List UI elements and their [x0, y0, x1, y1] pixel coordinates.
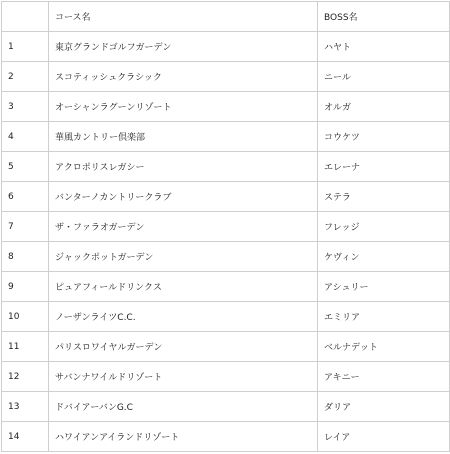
course-boss-table	[1, 1, 450, 452]
course-name: ドバイアーバンG.C	[49, 392, 318, 422]
header-course-name: コース名	[49, 2, 318, 32]
row-number: 5	[2, 152, 49, 182]
boss-name: オルガ	[318, 92, 450, 122]
boss-name: コウケツ	[318, 122, 450, 152]
course-name: オーシャンラグーンリゾート	[49, 92, 318, 122]
row-number: 14	[2, 422, 49, 452]
table-row	[2, 152, 450, 182]
boss-name: エミリア	[318, 302, 450, 332]
table-row	[2, 272, 450, 302]
table-row	[2, 332, 450, 362]
boss-name: ハヤト	[318, 32, 450, 62]
course-name: バンターノカントリークラブ	[49, 182, 318, 212]
table-header-row	[2, 2, 450, 32]
table-row	[2, 182, 450, 212]
course-name: アクロポリスレガシー	[49, 152, 318, 182]
course-name: 華風カントリー倶楽部	[49, 122, 318, 152]
row-number: 8	[2, 242, 49, 272]
boss-name: ケヴィン	[318, 242, 450, 272]
boss-name: アキニー	[318, 362, 450, 392]
course-name: サバンナワイルドリゾート	[49, 362, 318, 392]
row-number: 6	[2, 182, 49, 212]
header-number	[2, 2, 49, 32]
row-number: 13	[2, 392, 49, 422]
table-row	[2, 212, 450, 242]
table-row	[2, 362, 450, 392]
row-number: 10	[2, 302, 49, 332]
course-name: 東京グランドゴルフガーデン	[49, 32, 318, 62]
course-name: ジャックポットガーデン	[49, 242, 318, 272]
course-name: ザ・ファラオガーデン	[49, 212, 318, 242]
boss-name: ステラ	[318, 182, 450, 212]
course-name: ピュアフィールドリンクス	[49, 272, 318, 302]
boss-name: ベルナデット	[318, 332, 450, 362]
header-boss-name: BOSS名	[318, 2, 450, 32]
boss-name: ダリア	[318, 392, 450, 422]
boss-name: フレッジ	[318, 212, 450, 242]
boss-name: エレーナ	[318, 152, 450, 182]
row-number: 9	[2, 272, 49, 302]
table-row	[2, 122, 450, 152]
table-row	[2, 92, 450, 122]
row-number: 12	[2, 362, 49, 392]
table-row	[2, 242, 450, 272]
table-row	[2, 62, 450, 92]
course-name: ハワイアンアイランドリゾート	[49, 422, 318, 452]
table-row	[2, 302, 450, 332]
boss-name: アシュリー	[318, 272, 450, 302]
row-number: 3	[2, 92, 49, 122]
table-row	[2, 32, 450, 62]
course-name: パリスロワイヤルガーデン	[49, 332, 318, 362]
row-number: 2	[2, 62, 49, 92]
boss-name: ニール	[318, 62, 450, 92]
course-name: スコティッシュクラシック	[49, 62, 318, 92]
row-number: 4	[2, 122, 49, 152]
table-row	[2, 392, 450, 422]
boss-name: レイア	[318, 422, 450, 452]
course-name: ノーザンライツC.C.	[49, 302, 318, 332]
table-row	[2, 422, 450, 452]
row-number: 11	[2, 332, 49, 362]
row-number: 7	[2, 212, 49, 242]
row-number: 1	[2, 32, 49, 62]
